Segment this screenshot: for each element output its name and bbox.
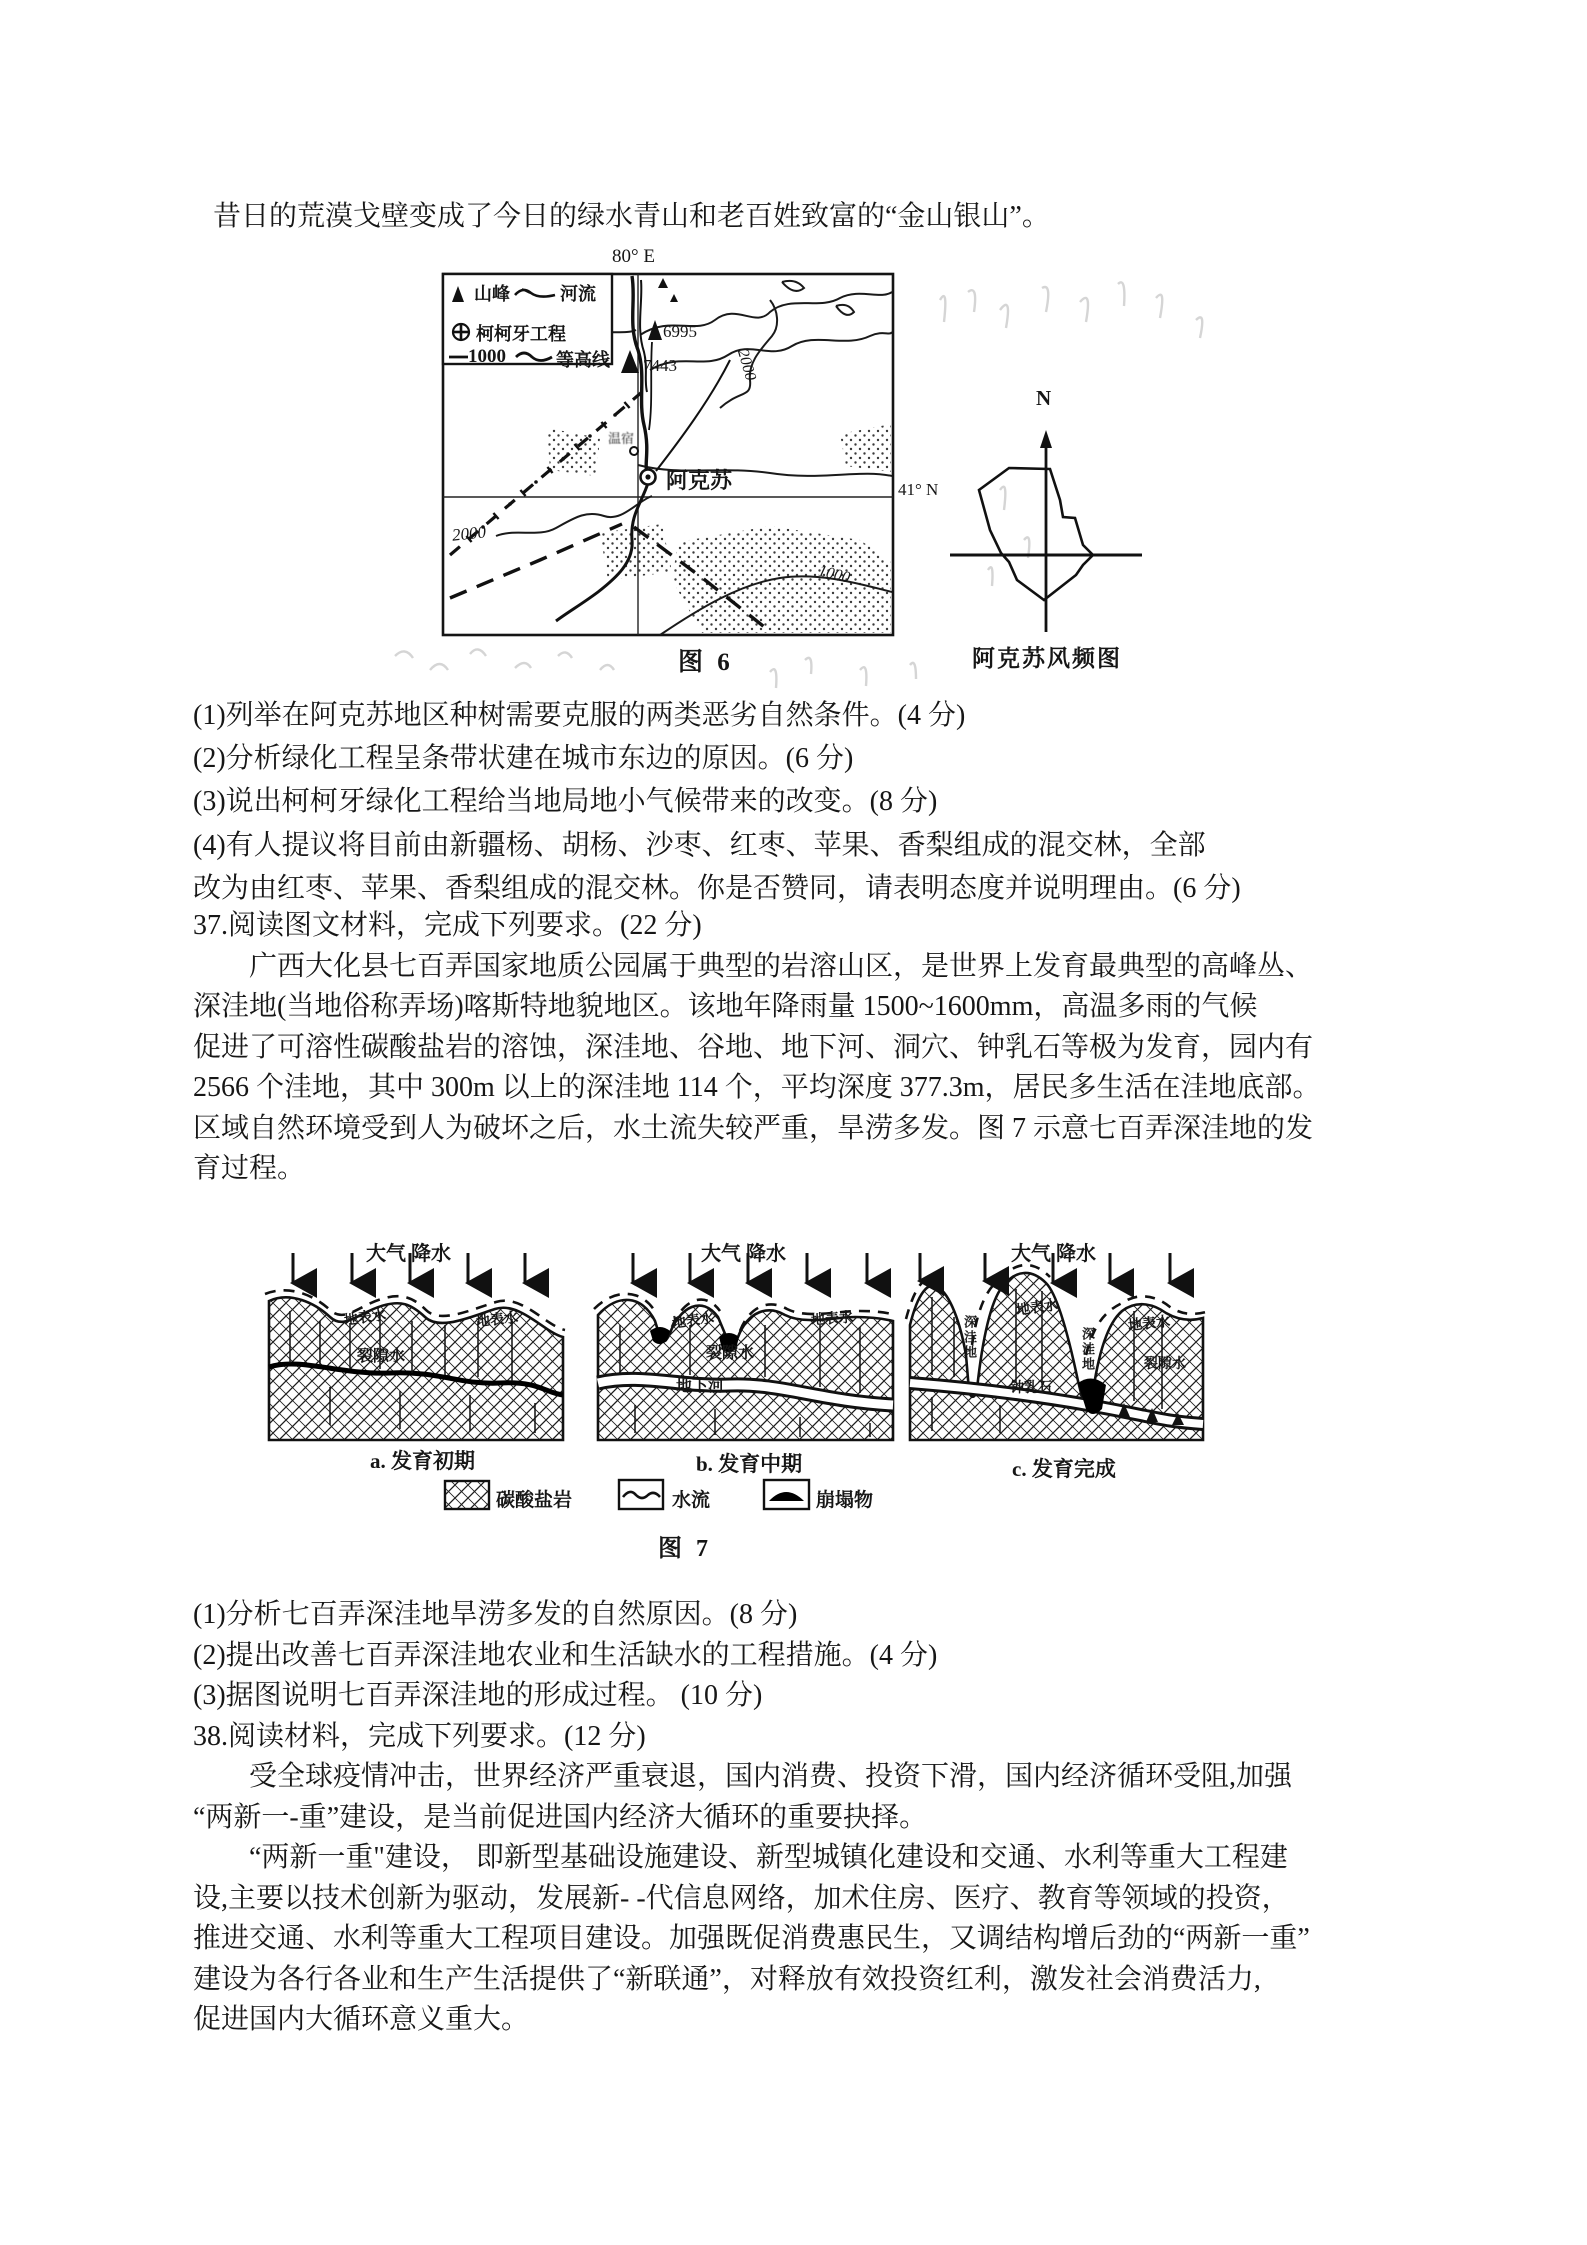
figure-6 bbox=[300, 240, 1260, 692]
figure-6-graphic bbox=[300, 240, 1260, 692]
figure-7-graphic bbox=[260, 1225, 1270, 1570]
q37-para-6: 育过程。 bbox=[193, 1153, 306, 1184]
panel-b-caption: b. 发育中期 bbox=[696, 1452, 803, 1476]
q38-header: 38.阅读材料，完成下列要求。(12 分) bbox=[193, 1720, 646, 1752]
panel-a-surfacewater-1: 地表水 bbox=[343, 1308, 388, 1329]
panel-c-deep-depression-1: 深洼地 bbox=[962, 1315, 977, 1360]
legend-water-label: 水流 bbox=[672, 1490, 711, 1511]
figure-7-caption: 图 7 bbox=[658, 1536, 712, 1562]
q38-para-1: 受全球疫情冲击，世界经济严重衰退，国内消费、投资下滑，国内经济循环受阻,加强 bbox=[249, 1761, 1293, 1792]
aksu-city-label: 阿克苏 bbox=[666, 468, 733, 493]
wind-rose-caption: 阿克苏风频图 bbox=[972, 646, 1122, 671]
q36-item-4: (4)有人提议将目前由新疆杨、胡杨、沙枣、红枣、苹果、香梨组成的混交林，全部 bbox=[193, 829, 1206, 861]
panel-c-deep-depression-2: 深洼地 bbox=[1080, 1327, 1095, 1372]
panel-c-surfacewater-2: 地表水 bbox=[1127, 1314, 1171, 1335]
legend-peak-label: 山峰 bbox=[474, 284, 510, 304]
q36-item-3: (3)说出柯柯牙绿化工程给当地局地小气候带来的改变。(8 分) bbox=[193, 786, 938, 818]
q37-item-3: (3)据图说明七百弄深洼地的形成过程。 (10 分) bbox=[193, 1680, 763, 1711]
longitude-label: 80° E bbox=[612, 246, 655, 267]
question-37-items-and-38 bbox=[193, 1595, 1443, 2041]
panel-b-sky-label: 大气 降水 bbox=[701, 1243, 786, 1265]
latitude-label: 41° N bbox=[898, 480, 939, 499]
aksu-city-symbol bbox=[641, 470, 656, 485]
peak-6995-label: 6995 bbox=[663, 322, 697, 341]
q37-para-3: 促进了可溶性碳酸盐岩的溶蚀，深洼地、谷地、地下河、洞穴、钟乳石等极为发育，园内有 bbox=[193, 1031, 1314, 1063]
panel-c-caption: c. 发育完成 bbox=[1012, 1457, 1116, 1481]
legend-river-label: 河流 bbox=[560, 284, 596, 304]
contour-2000-label-w: 2000 bbox=[451, 522, 487, 545]
q37-header: 37.阅读图文材料，完成下列要求。(22 分) bbox=[193, 910, 702, 941]
q38-para-6: 建设为各行各业和生产生活提供了“新联通”，对释放有效投资红利，激发社会消费活力, bbox=[193, 1963, 1261, 1995]
q37-para-4: 2566 个洼地，其中 300m 以上的深洼地 114 个，平均深度 377.3m，居民多生活在洼地底部。 bbox=[193, 1072, 1321, 1103]
panel-b-fissure-label: 裂隙水 bbox=[706, 1345, 755, 1362]
wind-rose bbox=[950, 430, 1142, 632]
panel-b-surfacewater-2: 地表水 bbox=[810, 1310, 854, 1329]
legend-contour-value: 1000 bbox=[468, 346, 506, 367]
intro-line bbox=[213, 194, 1463, 234]
q38-para-2: “两新一-重”建设，是当前促进国内经济大循环的重要抉择。 bbox=[193, 1801, 928, 1833]
panel-a bbox=[265, 1253, 565, 1440]
wensu-town-symbol bbox=[630, 447, 638, 455]
question-36-items bbox=[193, 694, 1443, 910]
panel-c-fissure-label: 裂隙水 bbox=[1144, 1357, 1186, 1372]
q36-item-4-cont: 改为由红枣、苹果、香梨组成的混交林。你是否赞同，请表明态度并说明理由。(6 分) bbox=[193, 872, 1241, 904]
panel-a-surfacewater-2: 地表水 bbox=[475, 1310, 519, 1331]
q38-para-7: 促进国内大循环意义重大。 bbox=[193, 2004, 530, 2035]
panel-a-fissure-label: 裂隙水 bbox=[357, 1348, 406, 1365]
contour-2000-label-ne: 2000 bbox=[733, 347, 760, 383]
q37-para-5: 区域自然环境受到人为破坏之后，水土流失较严重，旱涝多发。图 7 示意七百弄深洼地的发 bbox=[193, 1112, 1314, 1144]
legend-contour-label: 等高线 bbox=[556, 350, 610, 370]
q37-para-1: 广西大化县七百弄国家地质公园属于典型的岩溶山区，是世界上发育最典型的高峰丛、 bbox=[249, 950, 1314, 982]
panel-c bbox=[906, 1253, 1206, 1440]
panel-c-sky-label: 大气 降水 bbox=[1011, 1243, 1096, 1265]
legend-collapse-label: 崩塌物 bbox=[816, 1490, 874, 1511]
q36-item-2: (2)分析绿化工程呈条带状建在城市东边的原因。(6 分) bbox=[193, 743, 854, 775]
q36-item-1: (1)列举在阿克苏地区种树需要克服的两类恶劣自然条件。(4 分) bbox=[193, 700, 966, 731]
stipple-areas bbox=[547, 424, 891, 633]
wensu-town-label: 温宿 bbox=[608, 431, 635, 446]
legend-project-label: 柯柯牙工程 bbox=[476, 324, 566, 344]
contour-1000-label: 1000 bbox=[816, 562, 852, 587]
peak-7443-label: 7443 bbox=[643, 356, 677, 375]
q38-para-4: 设,主要以技术创新为驱动，发展新- -代信息网络，加术住房、医疗、教育等领域的投资， bbox=[193, 1882, 1290, 1914]
panel-b-surfacewater-1: 地表水 bbox=[671, 1311, 716, 1332]
legend-rock-label: 碳酸盐岩 bbox=[496, 1490, 573, 1511]
panel-b-underground-river-label: 地下河 bbox=[676, 1378, 725, 1395]
question-37-material bbox=[193, 906, 1443, 1190]
q38-para-5: 推进交通、水利等重大工程项目建设。加强既促消费惠民生，又调结构增后劲的“两新一重” bbox=[193, 1923, 1310, 1954]
intro-text: 昔日的荒漠戈壁变成了今日的绿水青山和老百姓致富的“金山银山”。 bbox=[213, 201, 1050, 232]
q38-para-3: “两新一重"建设， 即新型基础设施建设、新型城镇化建设和交通、水利等重大工程建 bbox=[249, 1842, 1288, 1873]
q37-item-1: (1)分析七百弄深洼地旱涝多发的自然原因。(8 分) bbox=[193, 1599, 798, 1630]
figure-7 bbox=[260, 1225, 1270, 1570]
wind-rose-north-label: N bbox=[1036, 386, 1052, 410]
figure-6-caption: 图 6 bbox=[678, 649, 734, 676]
q37-item-2: (2)提出改善七百弄深洼地农业和生活缺水的工程措施。(4 分) bbox=[193, 1639, 938, 1671]
panel-c-stalactite-label: 钟乳石 bbox=[1010, 1381, 1052, 1396]
panel-c-surfacewater-1: 地表水 bbox=[1015, 1298, 1060, 1319]
panel-a-caption: a. 发育初期 bbox=[370, 1449, 475, 1473]
q37-para-2: 深洼地(当地俗称弄场)喀斯特地貌地区。该地年降雨量 1500~1600mm，高温多雨的气候 bbox=[193, 991, 1258, 1022]
panel-a-sky-label: 大气 降水 bbox=[366, 1243, 451, 1265]
